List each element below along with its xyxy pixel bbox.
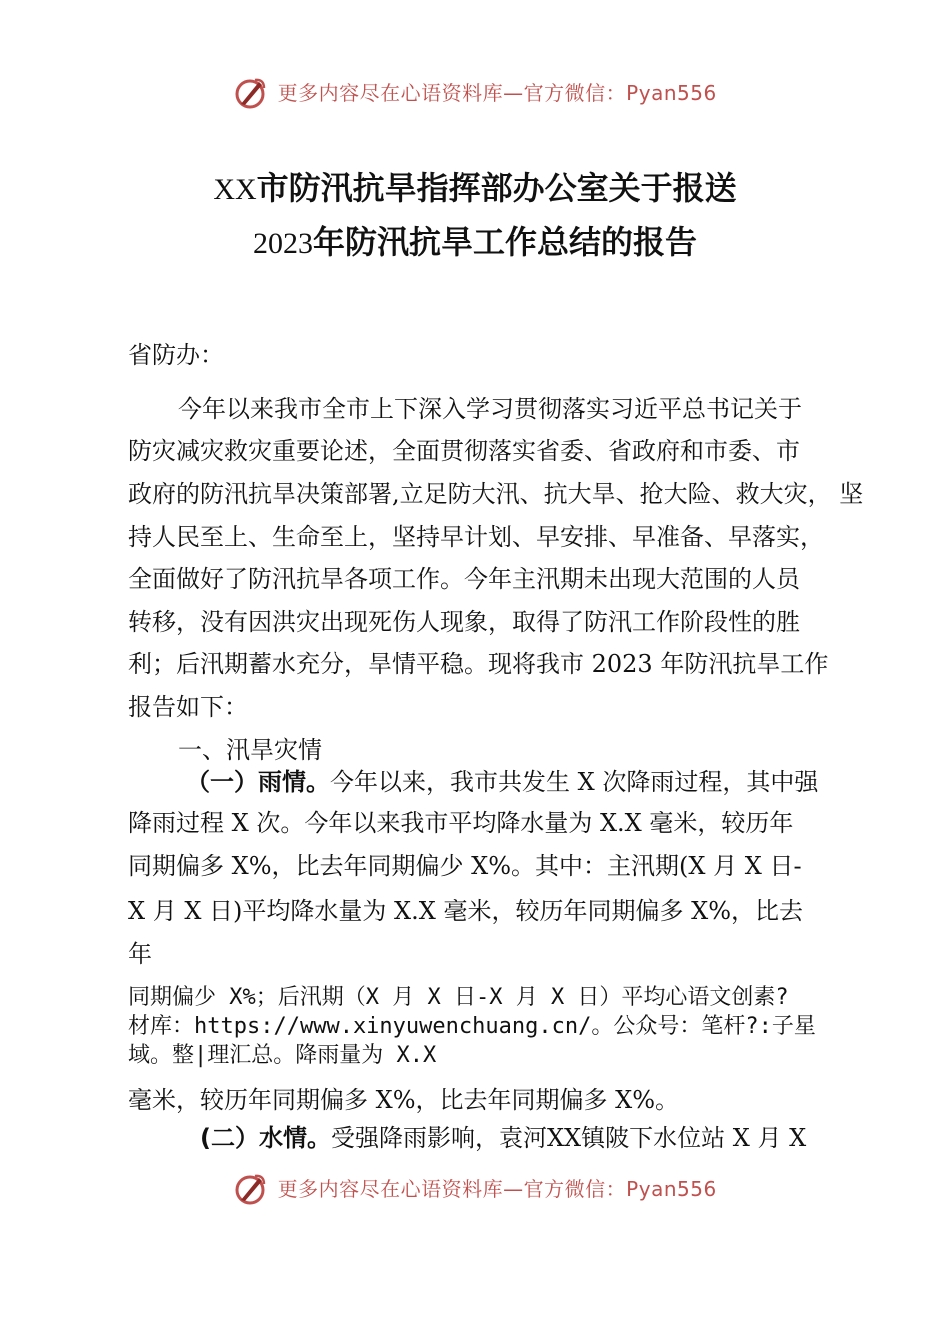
paragraph-line: 防灾减灾救灾重要论述，全面贯彻落实省委、省政府和市委、市 [128,437,800,465]
paragraph-line: 政府的防汛抗旱决策部署,立足防大汛、抗大旱、抢大险、救大灾， 坚 [128,480,864,508]
page-title-line-2: 2023年防汛抗旱工作总结的报告 [252,223,697,261]
quill-logo-icon [233,1172,267,1206]
paragraph-line: 同期偏多 X%，比去年同期偏少 X%。其中：主汛期(X 月 X 日- [128,852,802,880]
water-heading: (二）水情。 [200,1124,331,1152]
rain-first-line: （一）雨情。今年以来，我市共发生 X 次降雨过程，其中强 [186,768,819,796]
paragraph-line: 今年以来我市全市上下深入学习贯彻落实习近平总书记关于 [178,395,802,423]
watermark-bottom [0,1172,950,1206]
paragraph-line: 利；后汛期蓄水充分，旱情平稳。现将我市 2023 年防汛抗旱工作 [128,650,829,678]
paragraph-line: 全面做好了防汛抗旱各项工作。今年主汛期未出现大范围的人员 [128,565,800,593]
paragraph-line: 毫米，较历年同期偏多 X%，比去年同期偏多 X%。 [128,1086,680,1114]
watermark-text: 更多内容尽在心语资料库—官方微信：Pyan556 [277,81,717,105]
paragraph-line: 降雨过程 X 次。今年以来我市平均降水量为 X.X 毫米，较历年 [128,809,794,837]
paragraph-line: 年 [128,940,152,968]
mono-line: 同期偏少 X%；后汛期（X 月 X 日-X 月 X 日）平均心语文创素? [128,985,789,1010]
paragraph-line: 报告如下： [128,693,248,721]
watermark-top [0,76,950,110]
page-title-line-1: XX市防汛抗旱指挥部办公室关于报送 [213,169,737,207]
paragraph-line: 转移，没有因洪灾出现死伤人现象，取得了防汛工作阶段性的胜 [128,608,800,636]
watermark-text: 更多内容尽在心语资料库—官方微信：Pyan556 [277,1177,717,1201]
paragraph-line: 持人民至上、生命至上，坚持早计划、早安排、早准备、早落实， [128,523,824,551]
mono-line: 域。整|理汇总。降雨量为 X.X [128,1043,437,1068]
mono-line: 材库：https://www.xinyuwenchuang.cn/。公众号：笔杆?:子星 [128,1014,816,1039]
water-first-line: (二）水情。受强降雨影响，袁河XX镇陂下水位站 X 月 X [200,1124,807,1152]
section-heading: 一、汛旱灾情 [178,736,322,764]
paragraph-line: X 月 X 日)平均降水量为 X.X 毫米，较历年同期偏多 X%，比去 [128,897,803,925]
salutation: 省防办： [128,341,224,369]
quill-logo-icon [233,76,267,110]
rain-heading: （一）雨情。 [186,768,330,796]
